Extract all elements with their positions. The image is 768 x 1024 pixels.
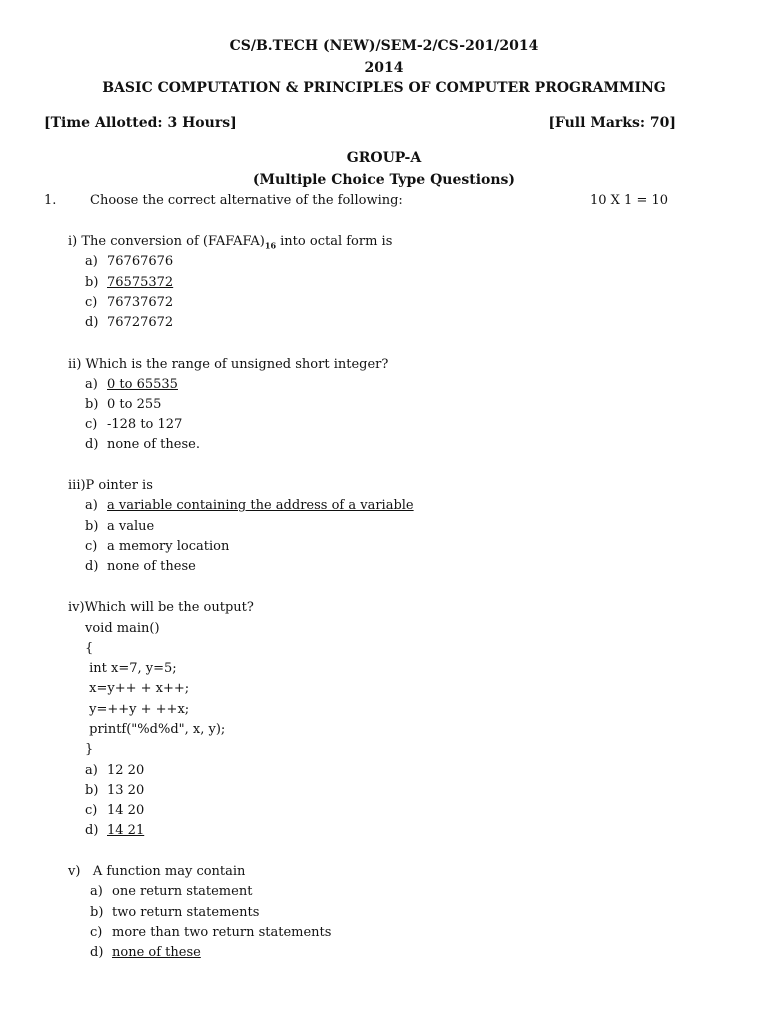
- option-i-a: a) 76767676: [85, 254, 174, 269]
- option-i-b: b) 76575372: [85, 275, 174, 290]
- question-marks: 10 X 1 = 10: [590, 193, 669, 208]
- code-line: x=y++ + x++;: [85, 681, 190, 696]
- question-i-prefix: i) The conversion of (FAFAFA): [68, 234, 265, 249]
- group-title: GROUP-A: [346, 150, 422, 166]
- code-line: void main(): [85, 621, 160, 636]
- full-marks: [Full Marks: 70]: [548, 115, 676, 131]
- code-line: {: [85, 641, 94, 656]
- option-ii-d: d) none of these.: [85, 437, 200, 452]
- paper-year: 2014: [364, 60, 404, 76]
- question-i-suffix: into octal form is: [276, 234, 393, 249]
- option-i-d: d) 76727672: [85, 315, 174, 330]
- paper-code: CS/B.TECH (NEW)/SEM-2/CS-201/2014: [229, 38, 539, 54]
- option-ii-b: b) 0 to 255: [85, 397, 162, 412]
- option-iv-c: c) 14 20: [85, 803, 145, 818]
- option-v-c: c) more than two return statements: [90, 925, 332, 940]
- option-iii-c: c) a memory location: [85, 539, 230, 554]
- option-iii-d: d) none of these: [85, 559, 196, 574]
- option-v-a: a) one return statement: [90, 884, 253, 899]
- code-line: printf("%d%d", x, y);: [85, 722, 226, 737]
- option-iv-b: b) 13 20: [85, 783, 145, 798]
- option-ii-a: a) 0 to 65535: [85, 377, 178, 392]
- option-iii-b: b) a value: [85, 519, 155, 534]
- question-number: 1.: [44, 193, 57, 208]
- option-v-d: d) none of these: [90, 945, 201, 960]
- question-i-base: 16: [264, 240, 277, 251]
- option-iii-a: a) a variable containing the address of a variable: [85, 498, 414, 513]
- code-line: y=++y + ++x;: [85, 702, 190, 717]
- group-subtitle: (Multiple Choice Type Questions): [252, 172, 516, 188]
- code-line: int x=7, y=5;: [85, 661, 177, 676]
- option-iv-d: d) 14 21: [85, 823, 145, 838]
- question-ii: ii) Which is the range of unsigned short integer?: [68, 357, 389, 372]
- question-instruction: Choose the correct alternative of the following:: [90, 193, 403, 208]
- option-iv-a: a) 12 20: [85, 763, 145, 778]
- question-v: v) A function may contain: [68, 864, 246, 879]
- question-i: [68, 234, 392, 251]
- question-iii: iii)P ointer is: [68, 478, 153, 493]
- question-iv: iv)Which will be the output?: [68, 600, 254, 615]
- option-v-b: b) two return statements: [90, 905, 260, 920]
- option-ii-c: c) -128 to 127: [85, 417, 183, 432]
- code-line: }: [85, 742, 94, 757]
- option-i-c: c) 76737672: [85, 295, 174, 310]
- paper-subject: BASIC COMPUTATION & PRINCIPLES OF COMPUTER PROGRAMMING: [102, 80, 666, 96]
- time-allotted: [Time Allotted: 3 Hours]: [44, 115, 237, 131]
